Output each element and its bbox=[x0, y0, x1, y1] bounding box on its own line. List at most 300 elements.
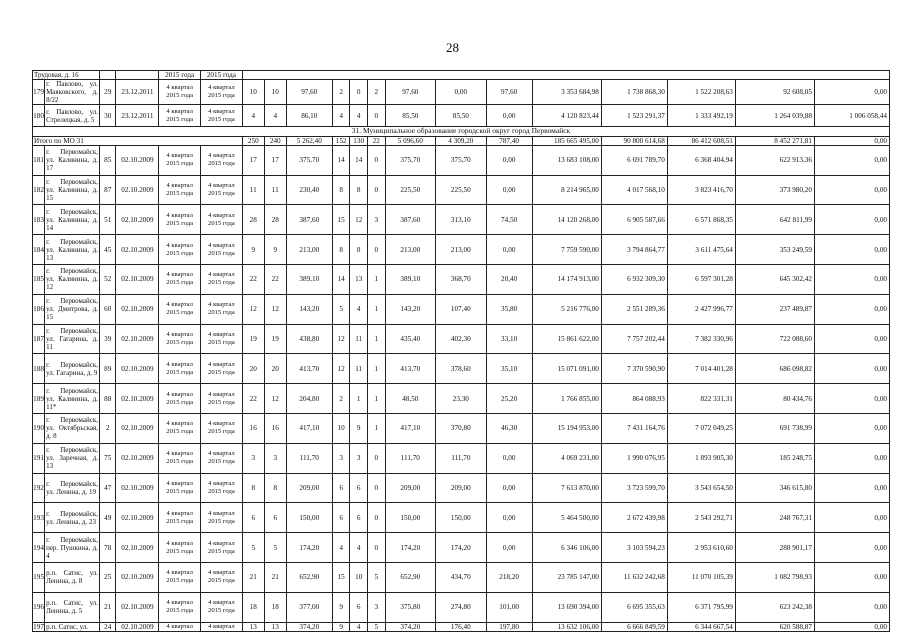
row-value-c8: 213,00 bbox=[436, 235, 487, 265]
table-row-top-fragment bbox=[33, 71, 890, 80]
row-value-c4: 5 bbox=[332, 294, 350, 324]
row-value-c13: 248 767,31 bbox=[735, 503, 814, 533]
row-value-c5: 8 bbox=[350, 175, 368, 205]
row-value-c12: 3 611 475,64 bbox=[667, 235, 735, 265]
row-value-c6: 1 bbox=[367, 354, 385, 384]
row-value-c2: 12 bbox=[264, 294, 286, 324]
row-value-c6: 0 bbox=[367, 473, 385, 503]
total-value-c4: 152 bbox=[332, 136, 350, 145]
total-row bbox=[33, 136, 890, 145]
row-planned-start: 4 квартал 2015 года bbox=[159, 384, 201, 414]
row-value-c10: 15 194 953,00 bbox=[532, 414, 601, 444]
row-value-c14: 0,00 bbox=[814, 175, 889, 205]
row-planned-start: 4 квартал 2015 года bbox=[159, 414, 201, 444]
row-value-c14: 0,00 bbox=[814, 622, 889, 631]
row-value-c14: 0,00 bbox=[814, 80, 889, 105]
row-document-date: 23.12.2011 bbox=[116, 105, 159, 127]
row-value-c7: 435,40 bbox=[385, 324, 436, 354]
row-value-c7: 143,20 bbox=[385, 294, 436, 324]
top-fragment-q-start: 2015 года bbox=[159, 71, 201, 80]
row-value-c13: 722 088,60 bbox=[735, 324, 814, 354]
table-row bbox=[33, 354, 890, 384]
row-value-c14: 0,00 bbox=[814, 533, 889, 563]
row-planned-start: 4 квартал 2015 года bbox=[159, 235, 201, 265]
row-value-c6: 0 bbox=[367, 145, 385, 175]
row-document-date: 02.10.2009 bbox=[116, 622, 159, 631]
row-value-c2: 10 bbox=[264, 80, 286, 105]
row-value-c6: 0 bbox=[367, 503, 385, 533]
row-value-c4: 8 bbox=[332, 175, 350, 205]
total-label: Итого по МО 31 bbox=[33, 136, 243, 145]
row-planned-end: 4 квартал 2015 года bbox=[201, 145, 243, 175]
table-row bbox=[33, 473, 890, 503]
row-index: 194 bbox=[33, 533, 45, 563]
row-planned-end: 4 квартал 2015 года bbox=[201, 354, 243, 384]
row-value-c2: 20 bbox=[264, 354, 286, 384]
row-value-c1: 5 bbox=[242, 533, 264, 563]
row-value-c11: 3 103 594,23 bbox=[601, 533, 667, 563]
table-row bbox=[33, 563, 890, 593]
table-row bbox=[33, 384, 890, 414]
row-value-c13: 645 302,42 bbox=[735, 265, 814, 295]
row-value-c9: 25,20 bbox=[486, 384, 532, 414]
row-document-number: 25 bbox=[100, 563, 116, 593]
row-index: 190 bbox=[33, 414, 45, 444]
row-value-c13: 623 242,38 bbox=[735, 592, 814, 622]
row-value-c9: 0,00 bbox=[486, 503, 532, 533]
row-value-c8: 107,40 bbox=[436, 294, 487, 324]
row-planned-end: 4 квартал bbox=[201, 622, 243, 631]
row-value-c13: 288 901,17 bbox=[735, 533, 814, 563]
row-value-c12: 2 543 292,71 bbox=[667, 503, 735, 533]
row-value-c10: 13 683 108,00 bbox=[532, 145, 601, 175]
row-value-c3: 438,80 bbox=[286, 324, 332, 354]
row-address: г. Павлово, ул. Маяковского, д. 8/22 bbox=[46, 80, 99, 105]
row-value-c9: 197,80 bbox=[486, 622, 532, 631]
row-document-date: 02.10.2009 bbox=[116, 205, 159, 235]
row-value-c4: 15 bbox=[332, 563, 350, 593]
row-planned-end: 4 квартал 2015 года bbox=[201, 503, 243, 533]
row-value-c4: 15 bbox=[332, 205, 350, 235]
total-value-c5: 130 bbox=[350, 136, 368, 145]
row-value-c10: 6 346 106,00 bbox=[532, 533, 601, 563]
row-value-c1: 13 bbox=[242, 622, 264, 631]
row-value-c13: 237 489,87 bbox=[735, 294, 814, 324]
row-value-c13: 185 248,75 bbox=[735, 443, 814, 473]
row-index: 186 bbox=[33, 294, 45, 324]
row-value-c3: 143,20 bbox=[286, 294, 332, 324]
row-document-date: 23.12.2011 bbox=[116, 80, 159, 105]
row-value-c9: 0,00 bbox=[486, 175, 532, 205]
row-planned-start: 4 квартал 2015 года bbox=[159, 592, 201, 622]
row-document-number: 51 bbox=[100, 205, 116, 235]
row-value-c14: 0,00 bbox=[814, 324, 889, 354]
row-index: 192 bbox=[33, 473, 45, 503]
row-value-c5: 14 bbox=[350, 145, 368, 175]
row-value-c4: 8 bbox=[332, 235, 350, 265]
row-value-c11: 3 723 599,70 bbox=[601, 473, 667, 503]
row-value-c4: 10 bbox=[332, 414, 350, 444]
row-planned-end: 4 квартал 2015 года bbox=[201, 105, 243, 127]
row-value-c3: 213,00 bbox=[286, 235, 332, 265]
housing-program-table bbox=[32, 70, 890, 632]
total-value-c9: 787,40 bbox=[486, 136, 532, 145]
row-document-date: 02.10.2009 bbox=[116, 384, 159, 414]
row-value-c1: 12 bbox=[242, 294, 264, 324]
row-value-c11: 2 551 289,36 bbox=[601, 294, 667, 324]
row-planned-end: 4 квартал 2015 года bbox=[201, 205, 243, 235]
row-value-c14: 0,00 bbox=[814, 443, 889, 473]
row-value-c4: 14 bbox=[332, 145, 350, 175]
row-value-c4: 4 bbox=[332, 533, 350, 563]
row-address: г. Первомайск, ул. Калинина, д. 14 bbox=[45, 205, 100, 235]
row-value-c9: 0,00 bbox=[486, 473, 532, 503]
row-planned-start: 4 квартал 2015 года bbox=[159, 563, 201, 593]
row-value-c5: 6 bbox=[350, 592, 368, 622]
table-row bbox=[33, 235, 890, 265]
row-address: г. Первомайск, ул. Калинина, д. 15 bbox=[45, 175, 100, 205]
row-value-c8: 85,50 bbox=[436, 105, 487, 127]
row-document-date: 02.10.2009 bbox=[116, 533, 159, 563]
row-value-c9: 0,00 bbox=[486, 443, 532, 473]
row-value-c7: 417,10 bbox=[385, 414, 436, 444]
row-value-c7: 375,70 bbox=[385, 145, 436, 175]
housing-program-table-container bbox=[32, 70, 890, 632]
row-value-c11: 1 523 291,37 bbox=[601, 105, 667, 127]
row-planned-start: 4 квартал 2015 года bbox=[159, 503, 201, 533]
row-value-c6: 0 bbox=[367, 175, 385, 205]
row-index: 179 bbox=[33, 80, 45, 105]
total-value-c14: 0,00 bbox=[814, 136, 889, 145]
row-planned-end: 4 квартал 2015 года bbox=[201, 414, 243, 444]
row-value-c11: 6 691 789,70 bbox=[601, 145, 667, 175]
row-value-c14: 0,00 bbox=[814, 294, 889, 324]
top-fragment-q-end: 2015 года bbox=[201, 71, 243, 80]
row-document-date: 02.10.2009 bbox=[116, 563, 159, 593]
row-value-c6: 0 bbox=[367, 105, 385, 127]
row-value-c4: 4 bbox=[332, 105, 350, 127]
row-address: г. Первомайск, ул. Дмитрова, д. 15 bbox=[45, 294, 100, 324]
row-value-c7: 389,10 bbox=[385, 265, 436, 295]
row-value-c8: 370,80 bbox=[436, 414, 487, 444]
total-value-c7: 5 096,60 bbox=[385, 136, 436, 145]
row-value-c3: 230,40 bbox=[286, 175, 332, 205]
row-value-c9: 101,00 bbox=[486, 592, 532, 622]
row-address: г. Первомайск, ул. Калинина, д. 13 bbox=[45, 235, 100, 265]
row-document-number: 88 bbox=[100, 384, 116, 414]
row-document-number: 89 bbox=[100, 354, 116, 384]
row-value-c11: 6 666 849,59 bbox=[601, 622, 667, 631]
row-value-c4: 12 bbox=[332, 354, 350, 384]
row-planned-start: 4 квартал 2015 года bbox=[159, 145, 201, 175]
row-document-number: 47 bbox=[100, 473, 116, 503]
row-value-c1: 3 bbox=[242, 443, 264, 473]
row-document-number: 29 bbox=[100, 80, 116, 105]
row-value-c11: 3 794 864,77 bbox=[601, 235, 667, 265]
row-value-c1: 20 bbox=[242, 354, 264, 384]
row-value-c6: 1 bbox=[367, 294, 385, 324]
row-value-c10: 13 632 106,00 bbox=[532, 622, 601, 631]
row-value-c3: 652,90 bbox=[286, 563, 332, 593]
row-value-c10: 3 353 684,98 bbox=[532, 80, 601, 105]
row-value-c6: 0 bbox=[367, 533, 385, 563]
table-row bbox=[33, 503, 890, 533]
row-value-c2: 8 bbox=[264, 473, 286, 503]
row-document-date: 02.10.2009 bbox=[116, 473, 159, 503]
row-index: 197 bbox=[33, 622, 44, 631]
row-document-date: 02.10.2009 bbox=[116, 294, 159, 324]
row-value-c1: 22 bbox=[242, 265, 264, 295]
row-document-number: 78 bbox=[100, 533, 116, 563]
row-value-c10: 1 766 855,00 bbox=[532, 384, 601, 414]
row-value-c6: 1 bbox=[367, 384, 385, 414]
row-value-c8: 176,40 bbox=[436, 622, 487, 631]
row-value-c8: 313,10 bbox=[436, 205, 487, 235]
row-value-c12: 7 072 049,25 bbox=[667, 414, 735, 444]
row-value-c8: 209,00 bbox=[436, 473, 487, 503]
row-address: г. Первомайск, ул. Октябрьская, д. 8 bbox=[45, 414, 100, 444]
row-value-c8: 378,60 bbox=[436, 354, 487, 384]
row-document-number: 60 bbox=[100, 294, 116, 324]
row-value-c14: 0,00 bbox=[814, 592, 889, 622]
row-document-number: 39 bbox=[100, 324, 116, 354]
row-document-number: 85 bbox=[100, 145, 116, 175]
row-value-c2: 17 bbox=[264, 145, 286, 175]
row-value-c4: 14 bbox=[332, 265, 350, 295]
row-value-c13: 622 913,36 bbox=[735, 145, 814, 175]
cell-empty bbox=[116, 71, 159, 80]
row-value-c4: 9 bbox=[332, 592, 350, 622]
row-value-c7: 375,80 bbox=[385, 592, 436, 622]
row-address: г. Первомайск, ул. Калинина, д. 12 bbox=[45, 265, 100, 295]
row-value-c6: 5 bbox=[367, 622, 385, 631]
row-value-c2: 12 bbox=[264, 384, 286, 414]
row-value-c13: 1 082 798,93 bbox=[735, 563, 814, 593]
row-value-c11: 6 905 587,66 bbox=[601, 205, 667, 235]
row-value-c5: 10 bbox=[350, 563, 368, 593]
row-index: 181 bbox=[33, 145, 45, 175]
table-row bbox=[33, 175, 890, 205]
table-row bbox=[33, 105, 890, 127]
row-value-c4: 2 bbox=[332, 384, 350, 414]
row-index: 191 bbox=[33, 443, 45, 473]
row-document-number: 87 bbox=[100, 175, 116, 205]
table-row bbox=[33, 205, 890, 235]
row-value-c12: 3 543 654,50 bbox=[667, 473, 735, 503]
row-value-c10: 15 071 091,00 bbox=[532, 354, 601, 384]
row-planned-start: 4 квартал 2015 года bbox=[159, 294, 201, 324]
row-value-c3: 389,10 bbox=[286, 265, 332, 295]
row-value-c12: 3 823 416,70 bbox=[667, 175, 735, 205]
row-document-number: 75 bbox=[100, 443, 116, 473]
row-value-c10: 14 174 913,00 bbox=[532, 265, 601, 295]
row-value-c1: 17 bbox=[242, 145, 264, 175]
row-value-c6: 5 bbox=[367, 563, 385, 593]
row-value-c7: 374,20 bbox=[385, 622, 436, 631]
row-value-c10: 7 613 870,00 bbox=[532, 473, 601, 503]
row-value-c4: 9 bbox=[332, 622, 350, 631]
row-value-c11: 4 017 568,10 bbox=[601, 175, 667, 205]
row-value-c4: 3 bbox=[332, 443, 350, 473]
row-planned-end: 4 квартал 2015 года bbox=[201, 384, 243, 414]
row-address: г. Первомайск, ул. Гагарина, д. 9 bbox=[45, 354, 100, 384]
row-value-c13: 346 615,80 bbox=[735, 473, 814, 503]
table-row bbox=[33, 533, 890, 563]
total-value-c6: 22 bbox=[367, 136, 385, 145]
total-value-c11: 90 800 614,68 bbox=[601, 136, 667, 145]
row-value-c5: 9 bbox=[350, 414, 368, 444]
row-value-c6: 1 bbox=[367, 414, 385, 444]
row-value-c11: 11 632 242,68 bbox=[601, 563, 667, 593]
row-value-c7: 48,50 bbox=[385, 384, 436, 414]
row-document-date: 02.10.2009 bbox=[116, 503, 159, 533]
row-planned-start: 4 квартал 2015 года bbox=[159, 175, 201, 205]
row-value-c9: 35,80 bbox=[486, 294, 532, 324]
row-document-date: 02.10.2009 bbox=[116, 235, 159, 265]
row-value-c10: 7 759 590,00 bbox=[532, 235, 601, 265]
row-value-c5: 11 bbox=[350, 324, 368, 354]
row-value-c7: 652,90 bbox=[385, 563, 436, 593]
row-value-c5: 4 bbox=[350, 622, 368, 631]
row-value-c3: 86,10 bbox=[286, 105, 332, 127]
row-value-c4: 6 bbox=[332, 503, 350, 533]
row-value-c9: 33,10 bbox=[486, 324, 532, 354]
row-value-c1: 6 bbox=[242, 503, 264, 533]
row-value-c14: 0,00 bbox=[814, 205, 889, 235]
row-value-c7: 387,60 bbox=[385, 205, 436, 235]
row-value-c8: 368,70 bbox=[436, 265, 487, 295]
row-value-c13: 1 264 039,88 bbox=[735, 105, 814, 127]
row-planned-end: 4 квартал 2015 года bbox=[201, 235, 243, 265]
row-document-number: 24 bbox=[100, 622, 116, 631]
row-planned-start: 4 квартал 2015 года bbox=[159, 324, 201, 354]
row-value-c2: 19 bbox=[264, 324, 286, 354]
row-value-c1: 8 bbox=[242, 473, 264, 503]
row-value-c8: 0,00 bbox=[436, 80, 487, 105]
row-index: 195 bbox=[33, 563, 45, 593]
row-value-c9: 0,00 bbox=[486, 533, 532, 563]
row-value-c5: 6 bbox=[350, 503, 368, 533]
row-value-c12: 6 597 301,28 bbox=[667, 265, 735, 295]
table-row bbox=[33, 324, 890, 354]
row-value-c1: 22 bbox=[242, 384, 264, 414]
row-value-c10: 4 069 231,00 bbox=[532, 443, 601, 473]
row-value-c5: 0 bbox=[350, 80, 368, 105]
row-address: г. Павлово, ул. Стрелецкая, д. 5 bbox=[45, 105, 100, 127]
row-planned-end: 4 квартал 2015 года bbox=[201, 563, 243, 593]
row-planned-end: 4 квартал 2015 года bbox=[201, 175, 243, 205]
row-value-c12: 7 382 330,96 bbox=[667, 324, 735, 354]
row-value-c7: 225,50 bbox=[385, 175, 436, 205]
row-document-number: 30 bbox=[100, 105, 116, 127]
row-value-c10: 15 861 622,00 bbox=[532, 324, 601, 354]
row-value-c3: 413,70 bbox=[286, 354, 332, 384]
row-value-c2: 6 bbox=[264, 503, 286, 533]
row-value-c12: 6 344 667,54 bbox=[667, 622, 735, 631]
row-value-c5: 6 bbox=[350, 473, 368, 503]
row-value-c2: 18 bbox=[264, 592, 286, 622]
total-value-c1: 250 bbox=[242, 136, 264, 145]
table-row bbox=[33, 145, 890, 175]
row-value-c11: 6 695 355,63 bbox=[601, 592, 667, 622]
row-value-c9: 74,50 bbox=[486, 205, 532, 235]
row-value-c6: 3 bbox=[367, 592, 385, 622]
row-value-c7: 213,00 bbox=[385, 235, 436, 265]
row-value-c9: 20,40 bbox=[486, 265, 532, 295]
row-planned-start: 4 квартал 2015 года bbox=[159, 443, 201, 473]
row-value-c13: 353 249,59 bbox=[735, 235, 814, 265]
table-row bbox=[33, 265, 890, 295]
row-value-c2: 4 bbox=[264, 105, 286, 127]
row-index: 187 bbox=[33, 324, 45, 354]
row-value-c14: 0,00 bbox=[814, 473, 889, 503]
row-value-c13: 686 098,82 bbox=[735, 354, 814, 384]
row-planned-end: 4 квартал 2015 года bbox=[201, 80, 243, 105]
row-value-c3: 111,70 bbox=[286, 443, 332, 473]
total-value-c13: 8 452 271,81 bbox=[735, 136, 814, 145]
row-value-c11: 7 431 164,76 bbox=[601, 414, 667, 444]
row-document-number: 21 bbox=[100, 592, 116, 622]
row-value-c13: 620 588,87 bbox=[735, 622, 814, 631]
row-value-c4: 6 bbox=[332, 473, 350, 503]
row-value-c2: 13 bbox=[264, 622, 286, 631]
row-document-number: 52 bbox=[100, 265, 116, 295]
row-value-c8: 375,70 bbox=[436, 145, 487, 175]
row-value-c3: 97,60 bbox=[286, 80, 332, 105]
row-value-c10: 14 120 268,00 bbox=[532, 205, 601, 235]
row-document-date: 02.10.2009 bbox=[116, 324, 159, 354]
row-value-c2: 9 bbox=[264, 235, 286, 265]
row-value-c14: 0,00 bbox=[814, 414, 889, 444]
section-title: 31. Муниципальное образование городской округ город Первомайск bbox=[33, 127, 890, 136]
row-value-c6: 2 bbox=[367, 80, 385, 105]
row-value-c5: 3 bbox=[350, 443, 368, 473]
row-value-c9: 218,20 bbox=[486, 563, 532, 593]
row-value-c3: 150,00 bbox=[286, 503, 332, 533]
row-value-c2: 3 bbox=[264, 443, 286, 473]
row-address: г. Первомайск, ул. Калинина, д. 11* bbox=[45, 384, 100, 414]
row-value-c5: 4 bbox=[350, 294, 368, 324]
row-address: г. Первомайск, ул. Заречная, д. 13 bbox=[45, 443, 100, 473]
row-index: 189 bbox=[33, 384, 45, 414]
row-value-c11: 7 757 202,44 bbox=[601, 324, 667, 354]
row-value-c11: 1 990 076,95 bbox=[601, 443, 667, 473]
row-document-date: 02.10.2009 bbox=[116, 175, 159, 205]
row-value-c11: 2 672 439,98 bbox=[601, 503, 667, 533]
row-planned-end: 4 квартал 2015 года bbox=[201, 265, 243, 295]
row-value-c13: 92 608,05 bbox=[735, 80, 814, 105]
row-planned-end: 4 квартал 2015 года bbox=[201, 294, 243, 324]
row-value-c12: 11 070 105,39 bbox=[667, 563, 735, 593]
row-index: 188 bbox=[33, 354, 45, 384]
row-value-c5: 4 bbox=[350, 105, 368, 127]
row-value-c12: 1 522 208,63 bbox=[667, 80, 735, 105]
row-value-c3: 174,20 bbox=[286, 533, 332, 563]
row-index: 180 bbox=[33, 105, 45, 127]
table-row bbox=[33, 80, 890, 105]
row-value-c5: 8 bbox=[350, 235, 368, 265]
row-planned-end: 4 квартал 2015 года bbox=[201, 473, 243, 503]
row-value-c1: 18 bbox=[242, 592, 264, 622]
row-planned-end: 4 квартал 2015 года bbox=[201, 324, 243, 354]
row-value-c9: 35,10 bbox=[486, 354, 532, 384]
row-value-c8: 150,00 bbox=[436, 503, 487, 533]
row-document-number: 49 bbox=[100, 503, 116, 533]
row-address: р.п. Сатис, ул. Ленина, д. 5 bbox=[45, 592, 100, 622]
row-value-c13: 373 980,20 bbox=[735, 175, 814, 205]
row-value-c5: 4 bbox=[350, 533, 368, 563]
row-value-c3: 417,10 bbox=[286, 414, 332, 444]
